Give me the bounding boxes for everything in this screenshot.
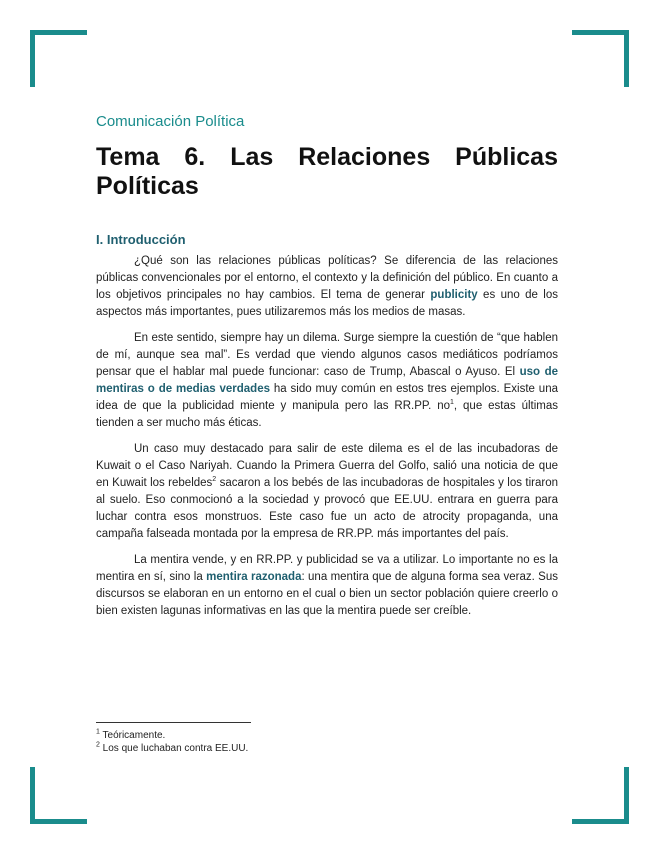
paragraph-text: , que estas últimas tienden a ser mucho más éticas. — [96, 400, 558, 429]
paragraph-text: sacaron a los bebés de las incubadoras de hospitales y los tiraron al suelo. Eso conmocionó a la sociedad y provocó que EE.UU. entrara en guerra para luchar contra esos monstruos. Este caso fue un acto de atrocity propaganda, una campaña falseada montada por la empresa de RR.PP. más importantes del país. — [96, 477, 558, 540]
paragraph-text: En este sentido, siempre hay un dilema. Surge siempre la cuestión de “que hablen de mí, aunque sea mal”. Es verdad que viendo algunos casos mediáticos podríamos pensar que el hablar mal puede funcionar: caso de Trump, Abascal o Ayuso. El — [96, 332, 558, 378]
paragraph-text: Un caso muy destacado para salir de este dilema es el de las incubadoras de Kuwait o el Caso Nariyah. Cuando la Primera Guerra del Golfo, salió una noticia de que en Kuwait los rebeldes — [96, 443, 558, 489]
paragraph-3 — [96, 441, 558, 543]
highlight-reasoned-lie: mentira razonada — [206, 571, 302, 583]
footnote-2 — [96, 742, 248, 755]
footnote-text: Teóricamente. — [99, 730, 166, 741]
highlight-publicity: publicity — [430, 289, 478, 301]
paragraph-text: La mentira vende, y en RR.PP. y publicidad se va a utilizar. Lo importante no es la mentira en sí, sino la — [96, 554, 558, 583]
footnote-ref-2[interactable]: 2 — [212, 476, 217, 484]
footnote-text: Los que luchaban contra EE.UU. — [99, 743, 249, 754]
footnotes — [96, 729, 248, 755]
footnote-1 — [96, 729, 248, 742]
corner-mark-top-right — [572, 30, 629, 87]
paragraph-4 — [96, 552, 558, 620]
paragraph-text: : una mentira que de alguna forma sea veraz. Sus discursos se elaboran en un entorno en el cual o bien un sector población quiere creerlo o bien existen lagunas informativas en las que la mentira puede ser creíble. — [96, 571, 558, 617]
body-text — [96, 253, 558, 629]
paragraph-text: ha sido muy común en estos tres ejemplos. Existe una idea de que la publicidad miente y manipula pero las RR.PP. no — [96, 383, 558, 412]
page-title: Tema 6. Las Relaciones Públicas Políticas — [96, 143, 558, 200]
footnote-number: 2 — [96, 741, 100, 749]
section-heading: I. Introducción — [96, 232, 186, 247]
footnote-divider — [96, 722, 251, 723]
highlight-lies: uso de mentiras o de medias verdades — [96, 366, 558, 395]
footnote-ref-1[interactable]: 1 — [450, 399, 454, 407]
corner-mark-bottom-left — [30, 767, 87, 824]
paragraph-text: es uno de los aspectos más importantes, pues utilizaremos más los medios de masas. — [96, 289, 558, 318]
paragraph-1 — [96, 253, 558, 321]
subject-heading: Comunicación Política — [96, 113, 245, 130]
corner-mark-bottom-right — [572, 767, 629, 824]
corner-mark-top-left — [30, 30, 87, 87]
footnote-number: 1 — [96, 728, 100, 736]
paragraph-2 — [96, 330, 558, 432]
paragraph-text: ¿Qué son las relaciones públicas políticas? Se diferencia de las relaciones públicas convencionales por el entorno, el contexto y la definición del público. En cuanto a los objetivos principales no hay cambios. El tema de generar — [96, 255, 558, 301]
